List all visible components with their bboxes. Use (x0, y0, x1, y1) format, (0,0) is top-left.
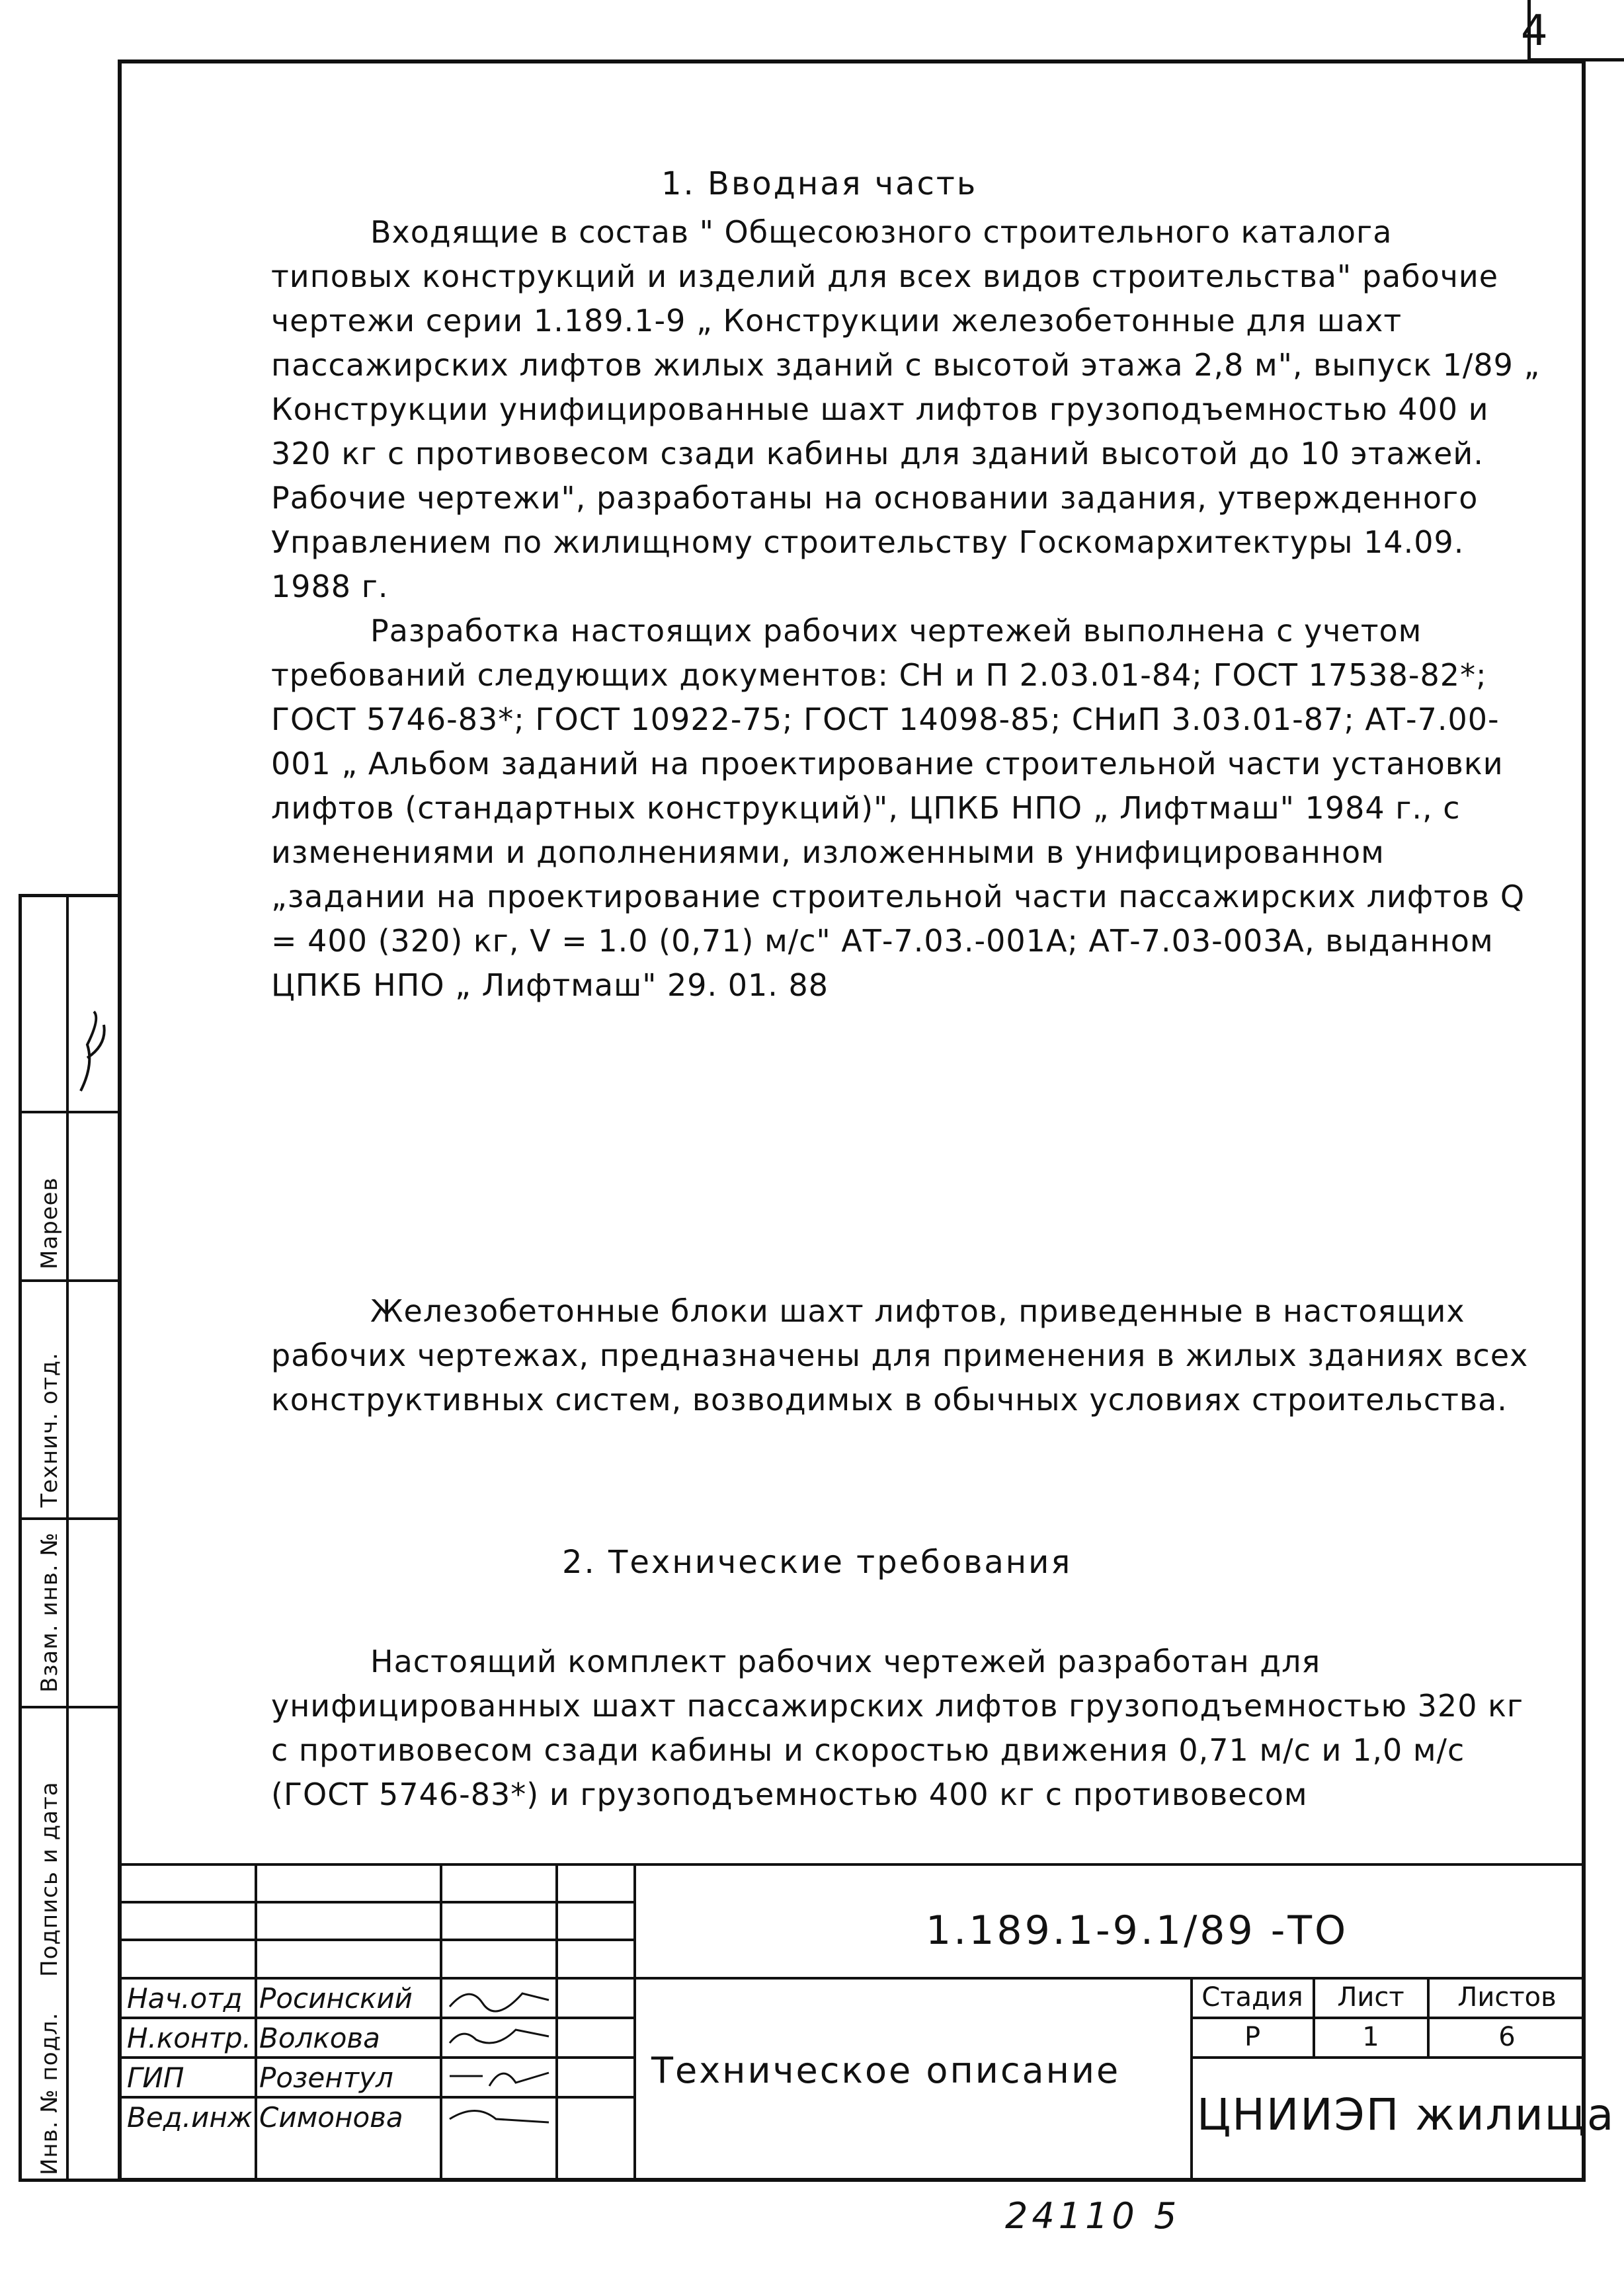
stage-header: Стадия (1201, 1982, 1303, 2013)
sheets-value: 6 (1498, 2022, 1516, 2052)
role-name: Волкова (259, 2022, 380, 2054)
role-label: ГИП (127, 2062, 184, 2094)
role-name: Розентул (259, 2062, 393, 2094)
signature (443, 2099, 555, 2134)
bottom-stamp: 24110 5 (1005, 2195, 1181, 2237)
sheets-header: Листов (1457, 1982, 1557, 2013)
section1-body (271, 210, 1541, 1008)
section2-paragraph1: Настоящий комплект рабочих чертежей разработан для унифицированных шахт пассажирских лифтов грузоподъемностью 320 кг с противовесом сзади кабины и скоростью движения 0,71 м/с и 1,0 м/с (ГОСТ 5746-83*) и грузоподъемностью 400 кг с противовесом (271, 1644, 1524, 1812)
section1-paragraph2: Разработка настоящих рабочих чертежей выполнена с учетом требований следующих документов: СН и П 2.03.01-84; ГОСТ 17538-82*; ГОСТ 5746-83*; ГОСТ 10922-75; ГОСТ 14098-85; СНиП 3.03.01-87; АТ-7.00-001 „ Альбом заданий на проектирование строительной части установки лифтов (стандартных конструкций)", ЦПКБ НПО „ Лифтмаш" 1984 г., с изменениями и дополнениями, изложенными в унифицированном „задании на проектирование строительной части пассажирских лифтов Q = 400 (320) кг, V = 1.0 (0,71) м/с" АТ-7.03.-001А; АТ-7.03-003А, выданном ЦПКБ НПО „ Лифтмаш" 29. 01. 88 (271, 613, 1525, 1003)
role-label: Нач.отд (127, 1982, 243, 2015)
signature (443, 1980, 555, 2015)
signature (443, 2020, 555, 2054)
side-label-inv-podl: Инв. № подл. (36, 2012, 63, 2175)
section1-heading: 1. Вводная часть (661, 165, 978, 202)
section1-paragraph1: Входящие в состав " Общесоюзного строительного каталога типовых конструкций и изделий для всех видов строительства" рабочие чертежи серии 1.189.1-9 „ Конструкции железобетонные для шахт пассажирских лифтов жилых зданий с высотой этажа 2,8 м", выпуск 1/89 „ Конструкции унифицированные шахт лифтов грузоподъемностью 400 и 320 кг с противовесом сзади кабины для зданий высотой до 10 этажей. Рабочие чертежи", разработаны на основании задания, утвержденного Управлением по жилищному строительству Госкомархитектуры 14.09. 1988 г. (271, 214, 1541, 604)
side-label-technich: Технич. отд. (36, 1352, 63, 1507)
side-label-vzam: Взам. инв. № (36, 1532, 63, 1693)
sheet-value: 1 (1362, 2022, 1379, 2052)
side-label-mareev: Мареев (36, 1177, 63, 1269)
side-signature (74, 1005, 114, 1098)
role-name: Симонова (259, 2101, 403, 2134)
section2-body (271, 1640, 1541, 1817)
stage-value: Р (1244, 2022, 1261, 2052)
doc-title: Техническое описание (651, 2050, 1121, 2091)
role-label: Вед.инж (127, 2101, 253, 2134)
sheet-header: Лист (1337, 1982, 1404, 2013)
doc-code: 1.189.1-9.1/89 -ТО (926, 1907, 1349, 1954)
section1-body-2 (271, 1289, 1541, 1422)
side-label-podpis: Подпись и дата (36, 1781, 63, 1977)
section1-paragraph3: Железобетонные блоки шахт лифтов, приведенные в настоящих рабочих чертежах, предназначены для применения в жилых зданиях всех конструктивных систем, возводимых в обычных условиях строительства. (271, 1293, 1529, 1418)
section2-heading: 2. Технические требования (562, 1544, 1073, 1581)
signature (443, 2060, 555, 2094)
role-name: Росинский (259, 1982, 413, 2015)
organization: ЦНИИЭП жилища (1197, 2089, 1615, 2140)
role-label: Н.контр. (127, 2022, 251, 2054)
sheet-corner-number: 4 (1521, 7, 1548, 56)
